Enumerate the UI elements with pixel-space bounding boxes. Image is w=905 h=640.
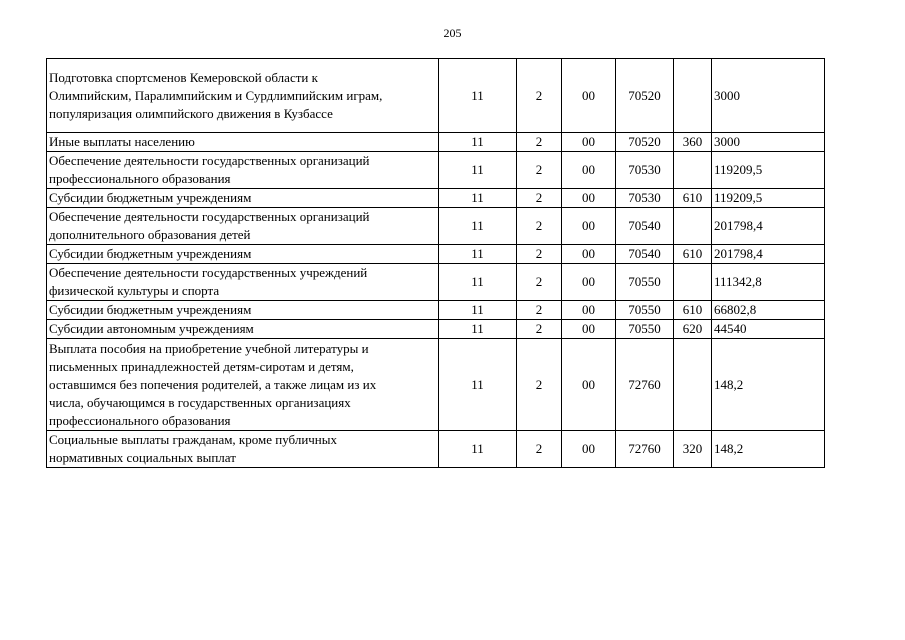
- subsection-cell: 2: [517, 264, 562, 301]
- subsection-cell: 2: [517, 431, 562, 468]
- subsection-cell: 2: [517, 152, 562, 189]
- amount-cell: 201798,4: [712, 245, 825, 264]
- table-row: [47, 264, 825, 301]
- expense-type-cell: 360: [674, 133, 712, 152]
- description-line: популяризация олимпийского движения в Кузбассе: [49, 105, 333, 121]
- expense-type-cell: [674, 152, 712, 189]
- table-row: [47, 133, 825, 152]
- amount-cell: 201798,4: [712, 208, 825, 245]
- table-row: [47, 189, 825, 208]
- program-cell: 00: [562, 133, 616, 152]
- table-row: [47, 152, 825, 189]
- program-cell: 00: [562, 59, 616, 133]
- program-cell: 00: [562, 189, 616, 208]
- section-cell: 11: [439, 245, 517, 264]
- amount-cell: 119209,5: [712, 189, 825, 208]
- section-cell: 11: [439, 59, 517, 133]
- amount-cell: 119209,5: [712, 152, 825, 189]
- description-line: физической культуры и спорта: [49, 283, 220, 298]
- expense-type-cell: 620: [674, 320, 712, 339]
- description-line: Обеспечение деятельности государственных организаций: [49, 209, 370, 224]
- budget-table: [46, 58, 825, 468]
- description-line: Субсидии бюджетным учреждениям: [49, 190, 252, 205]
- expense-type-cell: 610: [674, 301, 712, 320]
- amount-cell: 66802,8: [712, 301, 825, 320]
- target-article-cell: 70540: [616, 208, 674, 245]
- amount-cell: 111342,8: [712, 264, 825, 301]
- description-line: профессионального образования: [49, 412, 231, 428]
- target-article-cell: 72760: [616, 431, 674, 468]
- description-line: профессионального образования: [49, 171, 231, 186]
- section-cell: 11: [439, 264, 517, 301]
- amount-cell: 148,2: [712, 431, 825, 468]
- description-line: числа, обучающимся в государственных организациях: [49, 394, 351, 410]
- amount-cell: 148,2: [712, 339, 825, 431]
- description-cell: [47, 431, 439, 468]
- target-article-cell: 70550: [616, 301, 674, 320]
- description-line: нормативных социальных выплат: [49, 450, 236, 465]
- expense-type-cell: 320: [674, 431, 712, 468]
- section-cell: 11: [439, 152, 517, 189]
- description-line: Обеспечение деятельности государственных организаций: [49, 153, 370, 168]
- subsection-cell: 2: [517, 208, 562, 245]
- subsection-cell: 2: [517, 320, 562, 339]
- subsection-cell: 2: [517, 339, 562, 431]
- expense-type-cell: [674, 339, 712, 431]
- section-cell: 11: [439, 133, 517, 152]
- description-line: дополнительного образования детей: [49, 227, 251, 242]
- subsection-cell: 2: [517, 301, 562, 320]
- section-cell: 11: [439, 431, 517, 468]
- description-line: Субсидии бюджетным учреждениям: [49, 302, 252, 317]
- program-cell: 00: [562, 320, 616, 339]
- section-cell: 11: [439, 208, 517, 245]
- description-cell: [47, 301, 439, 320]
- description-cell: [47, 208, 439, 245]
- description-line: Выплата пособия на приобретение учебной литературы и: [49, 340, 369, 356]
- expense-type-cell: [674, 264, 712, 301]
- section-cell: 11: [439, 301, 517, 320]
- section-cell: 11: [439, 339, 517, 431]
- target-article-cell: 70550: [616, 320, 674, 339]
- subsection-cell: 2: [517, 245, 562, 264]
- description-cell: [47, 133, 439, 152]
- expense-type-cell: [674, 59, 712, 133]
- description-cell: [47, 152, 439, 189]
- amount-cell: 3000: [712, 133, 825, 152]
- expense-type-cell: [674, 208, 712, 245]
- description-line: Подготовка спортсменов Кемеровской области к: [49, 69, 318, 85]
- description-cell: [47, 59, 439, 133]
- program-cell: 00: [562, 152, 616, 189]
- table-row: [47, 59, 825, 133]
- table-row: [47, 431, 825, 468]
- target-article-cell: 72760: [616, 339, 674, 431]
- target-article-cell: 70550: [616, 264, 674, 301]
- section-cell: 11: [439, 189, 517, 208]
- table-row: [47, 339, 825, 431]
- description-cell: [47, 245, 439, 264]
- target-article-cell: 70520: [616, 59, 674, 133]
- description-cell: [47, 339, 439, 431]
- description-line: Олимпийским, Паралимпийским и Сурдлимпийским играм,: [49, 87, 383, 103]
- target-article-cell: 70520: [616, 133, 674, 152]
- target-article-cell: 70530: [616, 152, 674, 189]
- program-cell: 00: [562, 264, 616, 301]
- program-cell: 00: [562, 431, 616, 468]
- table-row: [47, 245, 825, 264]
- amount-cell: 44540: [712, 320, 825, 339]
- program-cell: 00: [562, 245, 616, 264]
- target-article-cell: 70530: [616, 189, 674, 208]
- description-cell: [47, 264, 439, 301]
- description-line: Иные выплаты населению: [49, 134, 195, 149]
- amount-cell: 3000: [712, 59, 825, 133]
- description-line: оставшимся без попечения родителей, а также лицам из их: [49, 376, 377, 392]
- expense-type-cell: 610: [674, 245, 712, 264]
- expense-type-cell: 610: [674, 189, 712, 208]
- table-row: [47, 301, 825, 320]
- section-cell: 11: [439, 320, 517, 339]
- subsection-cell: 2: [517, 133, 562, 152]
- page-number: 205: [443, 26, 462, 40]
- table-row: [47, 320, 825, 339]
- program-cell: 00: [562, 301, 616, 320]
- description-cell: [47, 320, 439, 339]
- table-row: [47, 208, 825, 245]
- program-cell: 00: [562, 208, 616, 245]
- program-cell: 00: [562, 339, 616, 431]
- description-line: письменных принадлежностей детям-сиротам и детям,: [49, 358, 354, 374]
- description-cell: [47, 189, 439, 208]
- description-line: Социальные выплаты гражданам, кроме публичных: [49, 432, 337, 447]
- subsection-cell: 2: [517, 59, 562, 133]
- description-line: Субсидии бюджетным учреждениям: [49, 246, 252, 261]
- subsection-cell: 2: [517, 189, 562, 208]
- target-article-cell: 70540: [616, 245, 674, 264]
- description-line: Субсидии автономным учреждениям: [49, 321, 254, 336]
- description-line: Обеспечение деятельности государственных учреждений: [49, 265, 368, 280]
